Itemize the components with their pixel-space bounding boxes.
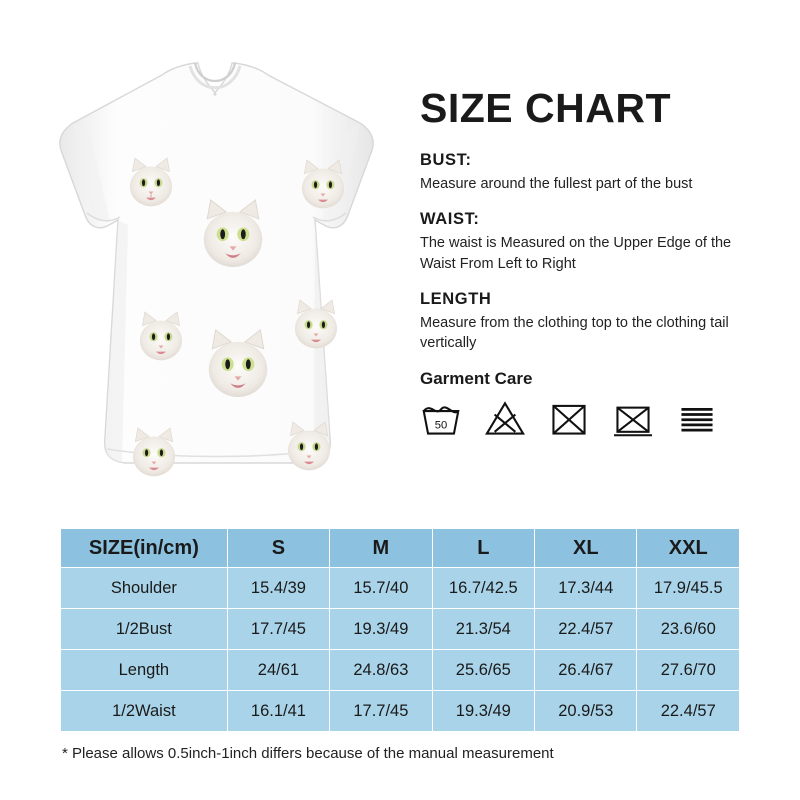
size-table <box>60 528 740 732</box>
cell-length-m: 24.8/63 <box>330 650 432 691</box>
cell-waist-m: 17.7/45 <box>330 691 432 732</box>
cell-bust-s: 17.7/45 <box>227 609 329 650</box>
cat-face-print <box>292 155 354 217</box>
cat-face-print <box>190 193 276 279</box>
length-description: Measure from the clothing top to the clothing tail vertically <box>420 314 729 352</box>
bust-term: BUST: <box>420 151 472 169</box>
cell-shoulder-xl: 17.3/44 <box>535 568 637 609</box>
wash-50-icon <box>420 399 462 437</box>
page-title: SIZE CHART <box>420 85 671 131</box>
cell-length-xxl: 27.6/70 <box>637 650 740 691</box>
size-info-panel <box>420 85 770 437</box>
cell-waist-xxl: 22.4/57 <box>637 691 740 732</box>
row-label-length: Length <box>61 650 228 691</box>
header-size-xxl: XXL <box>637 529 740 568</box>
header-size-m: M <box>330 529 432 568</box>
cat-face-print <box>120 153 182 215</box>
table-row <box>61 650 740 691</box>
tshirt-illustration <box>30 45 400 485</box>
cell-bust-xl: 22.4/57 <box>535 609 637 650</box>
garment-care-title: Garment Care <box>420 369 533 389</box>
row-label-half-waist: 1/2Waist <box>61 691 228 732</box>
cat-face-print <box>130 307 192 369</box>
do-not-tumble-dry-icon <box>548 399 590 437</box>
cell-shoulder-m: 15.7/40 <box>330 568 432 609</box>
cell-shoulder-s: 15.4/39 <box>227 568 329 609</box>
header-size-xl: XL <box>535 529 637 568</box>
table-row <box>61 691 740 732</box>
cat-face-print <box>278 417 340 479</box>
do-not-iron-icon <box>612 399 654 437</box>
table-header-row <box>61 529 740 568</box>
cell-waist-l: 19.3/49 <box>432 691 534 732</box>
cell-shoulder-l: 16.7/42.5 <box>432 568 534 609</box>
cell-bust-l: 21.3/54 <box>432 609 534 650</box>
cell-waist-s: 16.1/41 <box>227 691 329 732</box>
table-row <box>61 609 740 650</box>
garment-care-icons <box>420 399 770 437</box>
cell-length-s: 24/61 <box>227 650 329 691</box>
cell-shoulder-xxl: 17.9/45.5 <box>637 568 740 609</box>
measurement-footnote: * Please allows 0.5inch-1inch differs because of the manual measurement <box>62 745 554 762</box>
header-size-unit: SIZE(in/cm) <box>61 529 228 568</box>
bust-description: Measure around the fullest part of the bust <box>420 176 693 192</box>
header-size-l: L <box>432 529 534 568</box>
cell-bust-xxl: 23.6/60 <box>637 609 740 650</box>
length-term: LENGTH <box>420 289 492 308</box>
row-label-shoulder: Shoulder <box>61 568 228 609</box>
do-not-dry-clean-icon <box>676 399 718 437</box>
table-row <box>61 568 740 609</box>
waist-term: WAIST: <box>420 210 480 229</box>
cat-face-print <box>195 323 281 409</box>
row-label-half-bust: 1/2Bust <box>61 609 228 650</box>
cat-face-print <box>123 423 185 485</box>
cell-length-xl: 26.4/67 <box>535 650 637 691</box>
cell-waist-xl: 20.9/53 <box>535 691 637 732</box>
do-not-bleach-icon <box>484 399 526 437</box>
cat-face-print <box>285 295 347 357</box>
svg-text:50: 50 <box>434 419 448 432</box>
header-size-s: S <box>227 529 329 568</box>
size-table-wrapper <box>60 528 740 732</box>
cell-length-l: 25.6/65 <box>432 650 534 691</box>
waist-description: The waist is Measured on the Upper Edge of the Waist From Left to Right <box>420 235 732 272</box>
cell-bust-m: 19.3/49 <box>330 609 432 650</box>
